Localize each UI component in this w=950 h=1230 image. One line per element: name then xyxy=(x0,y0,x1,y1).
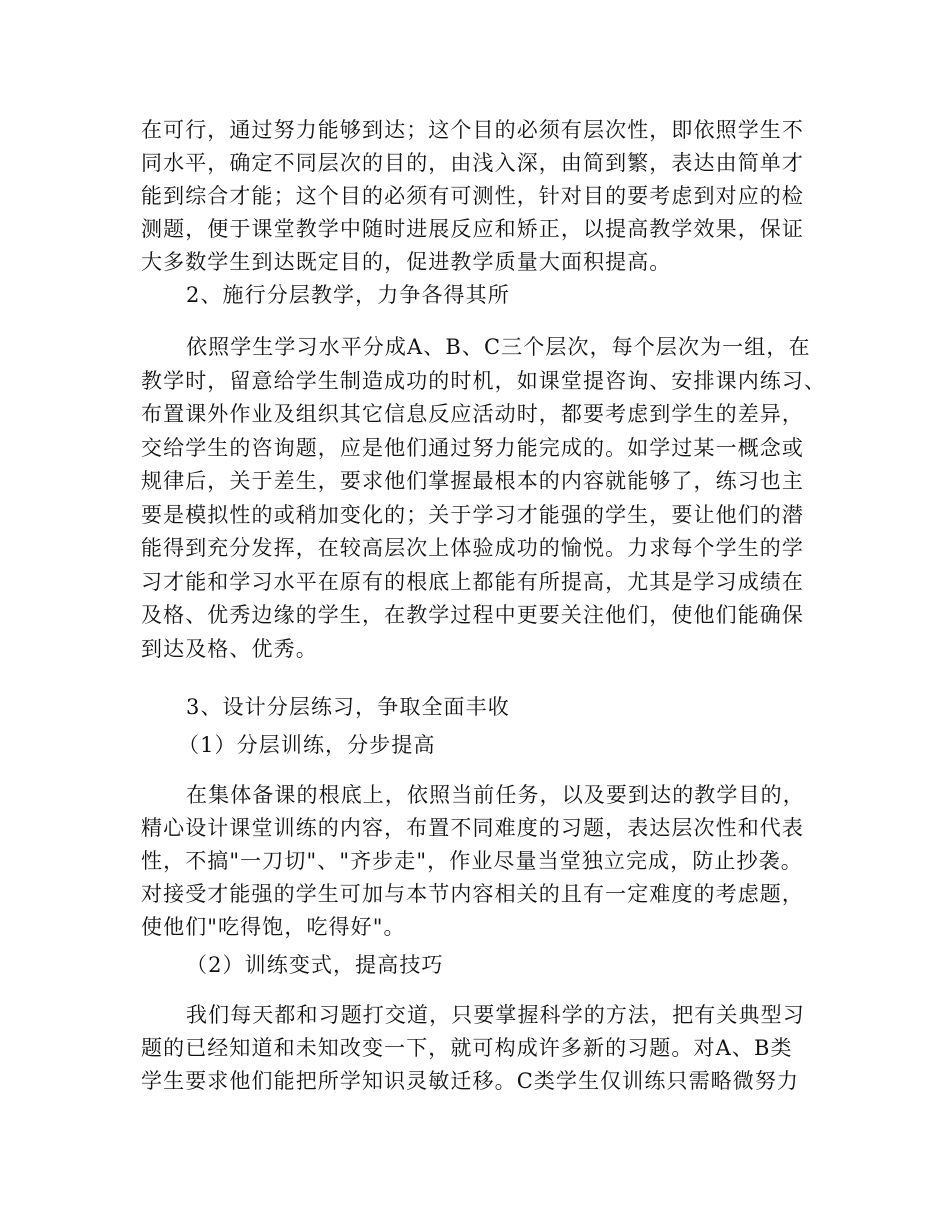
section-heading-2: 2、施行分层教学，力争各得其所 xyxy=(186,283,510,307)
body-text-line: 要是模拟性的或稍加变化的；关于学习才能强的学生，要让他们的潜 xyxy=(141,503,804,527)
body-text-line: 规律后，关于差生，要求他们掌握最根本的内容就能够了，练习也主 xyxy=(141,469,804,493)
body-text-line: 交给学生的咨询题，应是他们通过努力能完成的。如学过某一概念或 xyxy=(141,436,804,460)
subsection-heading-1: （1）分层训练，分步提高 xyxy=(178,733,436,757)
body-text-line: 性，不搞"一刀切"、"齐步走"，作业尽量当堂独立完成，防止抄袭。 xyxy=(141,849,803,873)
body-text-line: 布置课外作业及组织其它信息反应活动时，都要考虑到学生的差异， xyxy=(141,402,804,426)
body-text-line: 同水平，确定不同层次的目的，由浅入深，由简到繁，表达由简单才 xyxy=(141,151,804,175)
body-text-line: 习才能和学习水平在原有的根底上都能有所提高，尤其是学习成绩在 xyxy=(141,570,804,594)
body-text-line: 教学时，留意给学生制造成功的时机，如课堂提咨询、安排课内练习、 xyxy=(141,369,827,393)
body-text-line: 能得到充分发挥，在较高层次上体验成功的愉悦。力求每个学生的学 xyxy=(141,536,804,560)
body-text-line: 对接受才能强的学生可加与本节内容相关的且有一定难度的考虑题， xyxy=(141,882,804,906)
paragraph-first-line: 我们每天都和习题打交道，只要掌握科学的方法，把有关典型习 xyxy=(186,1003,805,1027)
body-text-line: 能到综合才能；这个目的必须有可测性，针对目的要考虑到对应的检 xyxy=(141,184,804,208)
body-text-line: 在可行，通过努力能够到达；这个目的必须有层次性，即依照学生不 xyxy=(141,118,804,142)
subsection-heading-2: （2）训练变式，提高技巧 xyxy=(186,953,444,977)
paragraph-first-line: 依照学生学习水平分成A、B、C三个层次，每个层次为一组，在 xyxy=(186,335,811,359)
body-text-line: 使他们"吃得饱，吃得好"。 xyxy=(141,915,406,939)
body-text-line: 到达及格、优秀。 xyxy=(141,637,318,661)
body-text-line: 及格、优秀边缘的学生，在教学过程中更要关注他们，使他们能确保 xyxy=(141,603,804,627)
section-heading-3: 3、设计分层练习，争取全面丰收 xyxy=(186,695,510,719)
body-text-line: 精心设计课堂训练的内容，布置不同难度的习题，表达层次性和代表 xyxy=(141,816,804,840)
body-text-line: 测题，便于课堂教学中随时进展反应和矫正，以提高教学效果，保证 xyxy=(141,217,804,241)
body-text-line: 大多数学生到达既定目的，促进教学质量大面积提高。 xyxy=(141,250,672,274)
body-text-line: 题的已经知道和未知改变一下，就可构成许多新的习题。对A、B类 xyxy=(141,1036,793,1060)
paragraph-first-line: 在集体备课的根底上，依照当前任务，以及要到达的教学目的， xyxy=(186,783,805,807)
body-text-line: 学生要求他们能把所学知识灵敏迁移。C类学生仅训练只需略微努力 xyxy=(141,1069,800,1093)
